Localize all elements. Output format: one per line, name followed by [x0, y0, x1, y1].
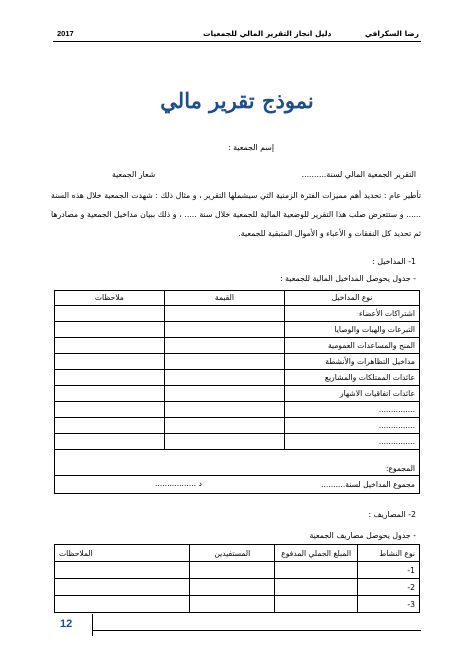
income-row-value[interactable] — [164, 369, 285, 385]
income-row-label: ............... — [285, 417, 420, 433]
footer-divider — [92, 614, 93, 636]
footer-rule — [92, 630, 421, 631]
income-row-value[interactable] — [164, 385, 285, 401]
table-row — [55, 321, 420, 337]
income-row-notes[interactable] — [55, 433, 165, 449]
income-row-label: عائدات اتفاقيات الاشهار — [285, 385, 420, 401]
income-row-label: ............... — [285, 433, 420, 449]
income-row-value[interactable] — [164, 305, 285, 321]
expenses-row-label: 3- — [358, 596, 420, 613]
income-row-notes[interactable] — [55, 417, 165, 433]
header-rule — [53, 41, 421, 42]
expenses-table-header — [55, 545, 420, 562]
header-year: 2017 — [57, 29, 74, 38]
table-row — [55, 353, 420, 369]
table-row — [55, 433, 420, 449]
expenses-row-notes[interactable] — [55, 596, 190, 613]
income-row-label: ............... — [285, 401, 420, 417]
table-row — [55, 305, 420, 321]
income-year-total-label: مجموع المداخيل لسنة.......... — [321, 479, 415, 489]
income-col-notes: ملاحظات — [55, 291, 165, 306]
income-row-notes[interactable] — [55, 369, 165, 385]
header-guide-title: دليل انجاز التقرير المالي للجمعيات — [203, 29, 332, 38]
income-row-label: عائدات الممتلكات والمشاريع — [285, 369, 420, 385]
income-row-notes[interactable] — [55, 337, 165, 353]
expenses-row-beneficiaries[interactable] — [190, 579, 275, 596]
table-row — [55, 562, 420, 579]
income-row-notes[interactable] — [55, 305, 165, 321]
page-title: نموذج تقرير مالي — [160, 88, 314, 113]
income-year-total-cell — [55, 475, 420, 493]
page-number: 12 — [60, 618, 73, 630]
expenses-col-activity: نوع النشاط — [358, 545, 420, 562]
income-row-notes[interactable] — [55, 353, 165, 369]
income-row-notes[interactable] — [55, 321, 165, 337]
income-col-value: القيمة — [164, 291, 285, 306]
section-income-heading: 1- المداخيل : — [372, 257, 416, 266]
income-row-value[interactable] — [164, 433, 285, 449]
table-row — [55, 337, 420, 353]
income-total-row — [55, 449, 420, 475]
income-row-value[interactable] — [164, 401, 285, 417]
income-table-header — [55, 291, 420, 306]
expenses-col-notes: الملاحظات — [55, 545, 190, 562]
expenses-row-label: 1- — [358, 562, 420, 579]
expenses-row-notes[interactable] — [55, 579, 190, 596]
income-row-label: اشتراكات الأعضاء — [285, 305, 420, 321]
income-row-value[interactable] — [164, 353, 285, 369]
section-expenses-heading: 2- المصاريف : — [368, 510, 416, 519]
table-row — [55, 369, 420, 385]
table-row — [55, 417, 420, 433]
expenses-col-amount: المبلغ الجملي المدفوع — [275, 545, 358, 562]
expenses-row-notes[interactable] — [55, 562, 190, 579]
section-income-subheading: - جدول يحوصل المداخيل المالية للجمعية : — [280, 274, 416, 283]
income-year-total-row — [55, 475, 420, 493]
expenses-row-amount[interactable] — [275, 562, 358, 579]
income-row-label: مداخيل التظاهرات والأنشطة — [285, 353, 420, 369]
expenses-col-beneficiaries: المستفيدين — [190, 545, 275, 562]
table-row — [55, 596, 420, 613]
income-table — [54, 290, 420, 494]
association-name-label: إسم الجمعية : — [228, 143, 274, 152]
logo-label: شعار الجمعية — [112, 170, 156, 179]
header-author: رضا السكرافي — [364, 29, 419, 38]
income-row-notes[interactable] — [55, 401, 165, 417]
expenses-table — [54, 544, 420, 613]
income-total-label: المجموع: — [55, 449, 420, 475]
income-row-label: المنح والمساعدات العمومية — [285, 337, 420, 353]
framework-paragraph: تأطير عام : تحديد أهم مميزات الفترة الزمنية التي سيشملها التقرير ، و مثال ذلك : شهدت الجمعية خلال هذه السنة ...... و ستتعرض صلب هذا التقرير للوضعية المالية للجمعية خلال سنة ..... ، و ذلك ببيان مداخيل الجمعية و مصادرها ثم تحديد كل النفقات و الأعباء و الأموال المتبقية للجمعية. — [51, 191, 421, 238]
income-row-notes[interactable] — [55, 385, 165, 401]
section-expenses-subheading: - جدول يحوصل مصاريف الجمعية — [309, 531, 416, 540]
expenses-row-beneficiaries[interactable] — [190, 596, 275, 613]
table-row — [55, 579, 420, 596]
table-row — [55, 385, 420, 401]
expenses-row-amount[interactable] — [275, 596, 358, 613]
expenses-row-beneficiaries[interactable] — [190, 562, 275, 579]
income-row-value[interactable] — [164, 321, 285, 337]
expenses-row-amount[interactable] — [275, 579, 358, 596]
income-col-type: نوع المداخيل — [285, 291, 420, 306]
income-row-value[interactable] — [164, 417, 285, 433]
expenses-row-label: 2- — [358, 579, 420, 596]
running-header — [53, 27, 421, 41]
table-row — [55, 401, 420, 417]
income-row-label: التبرعات والهبات والوصايا — [285, 321, 420, 337]
income-year-total-value: د ................. — [155, 478, 202, 488]
report-year-line: التقرير الجمعية المالي لسنة.......... — [301, 170, 416, 179]
income-row-value[interactable] — [164, 337, 285, 353]
